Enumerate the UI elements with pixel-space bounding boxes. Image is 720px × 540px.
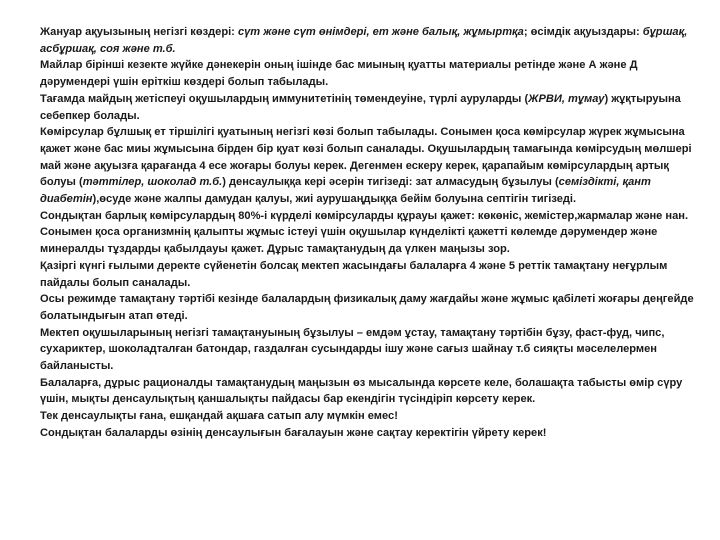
- text-body: [40, 24, 702, 442]
- paragraph: [40, 91, 702, 124]
- paragraph: [40, 258, 702, 291]
- paragraph: [40, 224, 702, 257]
- paragraph: [40, 291, 702, 324]
- text-run: Майлар бірінші кезекте жүйке дәнекерін оның ішінде бас миының қуатты материалы ретінде және А және Д дәрумендері үшін еріткіш көздері болып табылады.: [40, 59, 638, 89]
- paragraph: [40, 425, 702, 442]
- italic-text: ЖРВИ, тұмау: [528, 92, 605, 105]
- paragraph: [40, 124, 702, 208]
- text-run: ) денсаулыққа кері әсерін тигізеді: зат алмасудың бұзылуы (: [222, 176, 559, 189]
- text-run: Сонымен қоса организмнің қалыпты жұмыс істеуі үшін оқушылар күнделікті қажетті көлемде дәрумендер және минералды тұздарды қабылдауы қажет. Дұрыс тамақтанудың да үлкен маңызы зор.: [40, 226, 658, 256]
- italic-text: семіздікті, қант диабетін: [40, 176, 651, 206]
- text-run: Осы режимде тамақтану тәртібі кезінде балалардың физикалық даму жағдайы және жұмыс қабілеті жоғары деңгейде болатындығын атап өтеді.: [40, 293, 694, 322]
- paragraph: [40, 375, 702, 408]
- text-run: Тағамда майдың жетіспеуі оқушылардың иммунитетінің төмендеуіне, түрлі ауруларды (: [40, 92, 529, 105]
- paragraph: [40, 24, 702, 57]
- italic-text: тәттілер, шоколад т.б.: [82, 176, 223, 189]
- text-run: ),өсуде және жалпы дамудан қалуы, жиі аурушаңдыққа бейім болуына септігін тигізеді.: [92, 193, 577, 206]
- text-run: ; өсімдік ақуыздары:: [523, 26, 643, 38]
- paragraph: [40, 408, 702, 425]
- italic-text: сүт және сүт өнімдері, ет және балық, жұмыртқа: [237, 26, 524, 38]
- text-run: Сондықтан балаларды өзінің денсаулығын бағалауын және сақтау керектігін үйрету керек!: [40, 426, 547, 439]
- text-run: Балаларға, дұрыс рационалды тамақтанудың маңызын өз мысалында көрсете келе, болашақта табысты өмір сүру үшін, мықты денсаулықтың қаншалықты пайдасы бар екендігін түсіндіріп көрсету керек.: [40, 376, 683, 406]
- paragraph: [40, 325, 702, 375]
- text-run: Жануар ақуызының негізгі көздері:: [40, 26, 238, 38]
- text-run: Көмірсулар бұлшық ет тіршілігі қуатының негізгі көзі болып табылады. Сонымен қоса көмірсулар жүрек жұмысына қажет және бас миы жұмысына бірден бір қуат көзі болып саналады. Оқушылардың тамағында көмірсудың мөлшері май және ақуызға қарағанда 4 есе жоғары болуы керек. Дегенмен ескеру керек, қарапайым көмірсулардың артық болуы (: [40, 126, 692, 189]
- text-run: ) жұқтыруына себепкер болады.: [40, 92, 681, 122]
- italic-text: бұршақ, асбұршақ, соя және т.б.: [40, 26, 688, 55]
- paragraph: [40, 57, 702, 90]
- text-run: Мектеп оқушыларының негізгі тамақтануының бұзылуы – емдәм ұстау, тамақтану тәртібін бұзу, фаст-фуд, чипс, сухариктер, шоколадталған батондар, газдалған сусындарды ішу және сағыз шайнау т.б сияқты мәселелермен байланысты.: [40, 326, 665, 373]
- paragraph: [40, 208, 702, 225]
- text-run: Қазіргі күнгі ғылыми деректе сүйенетін болсақ мектеп жасындағы балаларға 4 және 5 реттік тамақтану неғұрлым пайдалы болып саналады.: [40, 259, 668, 289]
- text-run: Сондықтан барлық көмірсулардың 80%-і күрделі көмірсуларды құрауы қажет: көкөніс, жемістер,жармалар және нан.: [40, 209, 689, 222]
- text-run: Тек денсаулықты ғана, ешқандай ақшаға сатып алу мүмкін емес!: [40, 410, 398, 423]
